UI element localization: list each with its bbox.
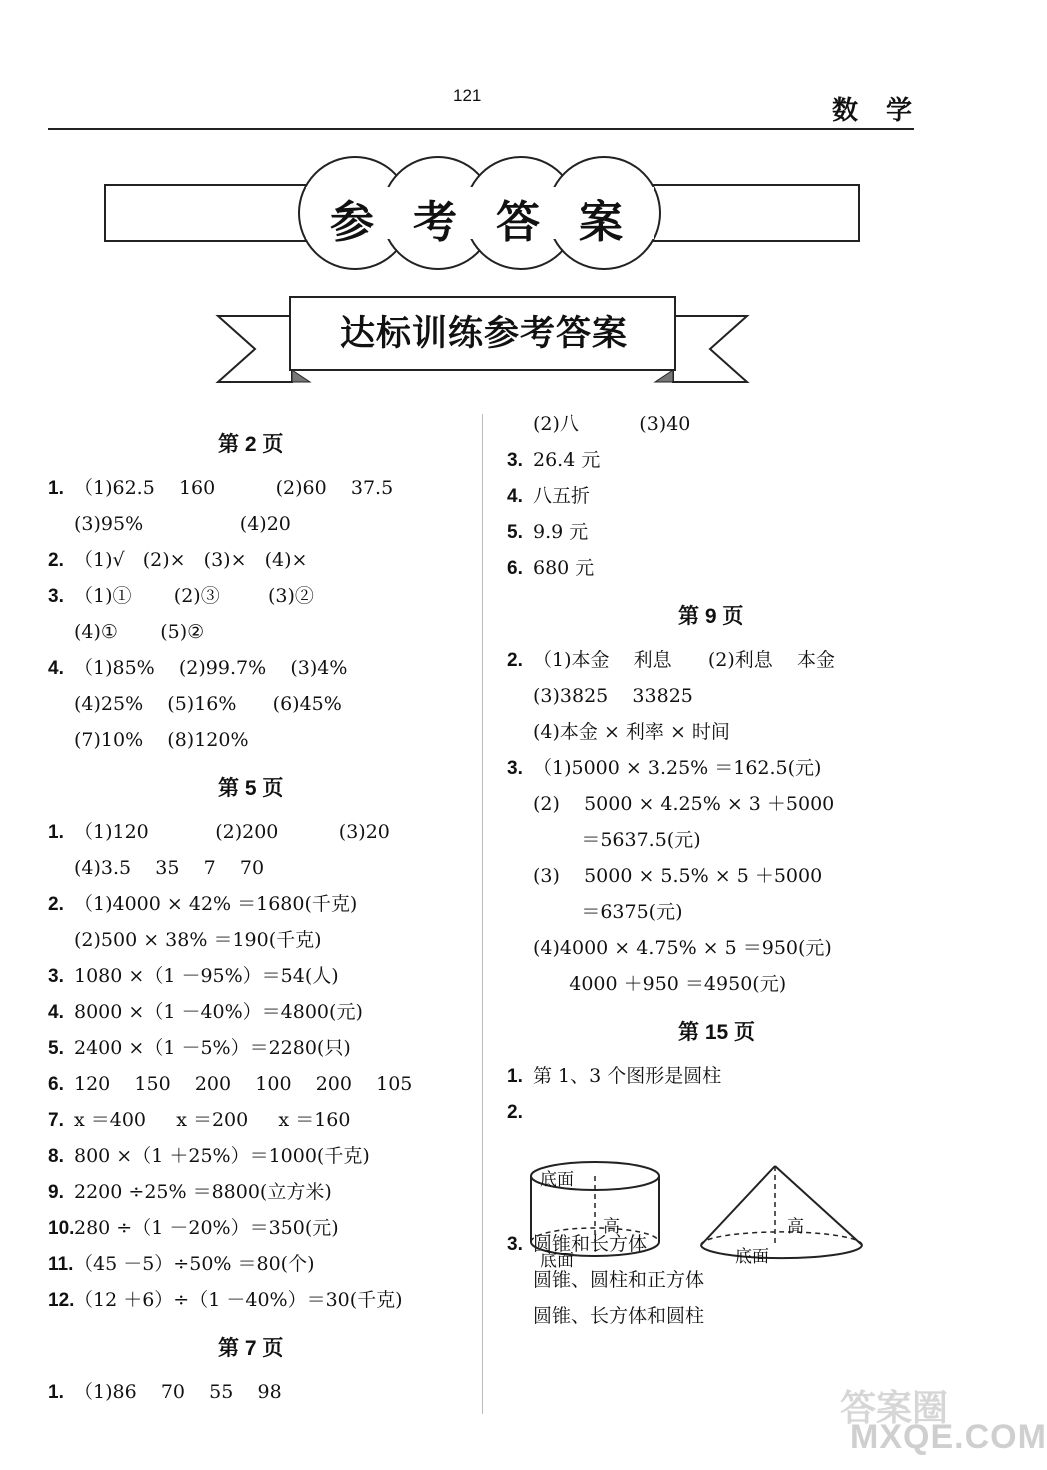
question-number: 7. bbox=[48, 1110, 64, 1131]
right-answer-line bbox=[507, 720, 730, 744]
question-number: 6. bbox=[48, 1074, 64, 1095]
left-answer-line bbox=[48, 1252, 315, 1277]
left-answer-line bbox=[48, 728, 249, 752]
banner-char-3: 答 bbox=[496, 197, 540, 248]
banner-char-4: 案 bbox=[579, 197, 623, 248]
question-number: 1. bbox=[48, 478, 64, 499]
answer-text: （1)① (2)③ (3)② bbox=[74, 585, 314, 607]
left-answer-line bbox=[48, 1144, 370, 1169]
answer-text: 8000 ×（1 －40%）＝4800(元) bbox=[74, 1001, 363, 1023]
question-number: 12. bbox=[48, 1290, 75, 1311]
right-answer-line bbox=[507, 864, 822, 888]
answer-text: 圆锥、圆柱和正方体 bbox=[533, 1269, 705, 1291]
answer-text: x ＝400 x ＝200 x ＝160 bbox=[74, 1109, 351, 1131]
answer-text: ＝5637.5(元) bbox=[533, 829, 701, 851]
question-number: 3. bbox=[507, 758, 523, 779]
left-answer-line bbox=[48, 1108, 350, 1133]
right-page-heading: 第 15 页 bbox=[678, 1021, 756, 1044]
watermark-logo: 答案圈 bbox=[840, 1387, 949, 1429]
answer-text: （12 ＋6）÷（1 －40%）＝30(千克) bbox=[74, 1289, 403, 1311]
cylinder-bottom-label: 底面 bbox=[540, 1251, 574, 1270]
cylinder-height-label: 高 bbox=[603, 1217, 620, 1236]
answer-text: 第 1、3 个图形是圆柱 bbox=[533, 1065, 722, 1087]
left-answer-line bbox=[48, 1216, 339, 1241]
right-answer-line bbox=[507, 484, 590, 509]
answer-text: (2)500 × 38% ＝190(千克) bbox=[74, 929, 322, 951]
right-answer-line bbox=[507, 1064, 721, 1089]
left-page-heading: 第 2 页 bbox=[218, 433, 284, 456]
answer-text: （1)120 (2)200 (3)20 bbox=[74, 821, 390, 843]
left-answer-line bbox=[48, 1180, 332, 1205]
question-number: 5. bbox=[507, 522, 523, 543]
left-answer-line bbox=[48, 820, 390, 845]
answer-text: (4)25% (5)16% (6)45% bbox=[74, 693, 342, 715]
question-number: 8. bbox=[48, 1146, 64, 1167]
answer-text: (3)95% (4)20 bbox=[74, 513, 291, 535]
answer-text: （1)62.5 160 (2)60 37.5 bbox=[74, 477, 394, 499]
right-answer-line bbox=[507, 520, 588, 545]
question-number: 3. bbox=[48, 966, 64, 987]
left-answer-line bbox=[48, 620, 204, 644]
banner-char-1: 参 bbox=[330, 197, 374, 248]
answer-text: （1)86 70 55 98 bbox=[74, 1381, 282, 1403]
right-page-heading: 第 9 页 bbox=[678, 605, 744, 628]
question-number: 2. bbox=[507, 1102, 523, 1123]
section-title: 达标训练参考答案 bbox=[339, 313, 628, 354]
header-rule bbox=[48, 128, 914, 130]
banner-char-2: 考 bbox=[413, 197, 457, 248]
right-answer-line bbox=[507, 972, 786, 996]
right-answer-line bbox=[507, 684, 693, 708]
right-answer-line bbox=[507, 900, 683, 924]
watermark-text: MXQE.COM bbox=[850, 1418, 1047, 1456]
cone-height-label: 高 bbox=[787, 1217, 804, 1236]
right-answer-line bbox=[507, 756, 821, 781]
left-answer-line bbox=[48, 856, 264, 880]
left-answer-line bbox=[48, 656, 347, 681]
left-page-heading: 第 5 页 bbox=[218, 777, 284, 800]
answer-text: 26.4 元 bbox=[533, 449, 601, 471]
question-number: 10. bbox=[48, 1218, 75, 1239]
answer-text: ＝6375(元) bbox=[533, 901, 683, 923]
right-answer-line bbox=[507, 1304, 704, 1328]
right-answer-line bbox=[507, 412, 690, 436]
answer-text: (2)八 (3)40 bbox=[533, 413, 691, 435]
right-answer-line bbox=[507, 936, 832, 960]
answer-text: (3) 5000 × 5.5% × 5 ＋5000 bbox=[533, 865, 823, 887]
question-number: 3. bbox=[507, 1234, 523, 1255]
left-answer-line bbox=[48, 512, 291, 536]
left-answer-line bbox=[48, 548, 307, 573]
answer-text: 120 150 200 100 200 105 bbox=[74, 1073, 413, 1095]
answer-text: 680 元 bbox=[533, 557, 595, 579]
right-answer-line bbox=[507, 828, 701, 852]
question-number: 6. bbox=[507, 558, 523, 579]
cone-figure bbox=[701, 1166, 862, 1258]
left-answer-line bbox=[48, 1000, 363, 1025]
question-number: 3. bbox=[507, 450, 523, 471]
question-number: 4. bbox=[48, 1002, 64, 1023]
answer-text: 圆锥和长方体 bbox=[533, 1233, 648, 1255]
answer-text: (4)① (5)② bbox=[74, 621, 205, 643]
left-answer-line bbox=[48, 692, 342, 716]
column-divider bbox=[482, 414, 483, 1414]
answer-text: 圆锥、长方体和圆柱 bbox=[533, 1305, 705, 1327]
subject-label: 数学 bbox=[832, 96, 941, 126]
answer-text: （1)4000 × 42% ＝1680(千克) bbox=[74, 893, 358, 915]
answer-text: (3)3825 33825 bbox=[533, 685, 693, 707]
answer-text: （1)√ (2)× (3)× (4)× bbox=[74, 549, 308, 571]
question-number: 5. bbox=[48, 1038, 64, 1059]
question-number: 2. bbox=[48, 550, 64, 571]
answer-text: (2) 5000 × 4.25% × 3 ＋5000 bbox=[533, 793, 835, 815]
answer-text: (4)3.5 35 7 70 bbox=[74, 857, 265, 879]
question-number: 1. bbox=[507, 1066, 523, 1087]
answer-text: 280 ÷（1 －20%）＝350(元) bbox=[74, 1217, 339, 1239]
left-answer-line bbox=[48, 892, 357, 917]
answer-text: 1080 ×（1 －95%）＝54(人) bbox=[74, 965, 339, 987]
answer-text: 2400 ×（1 －5%）＝2280(只) bbox=[74, 1037, 351, 1059]
answer-text: （1)5000 × 3.25% ＝162.5(元) bbox=[533, 757, 822, 779]
answer-banner-frame bbox=[100, 155, 865, 275]
answer-text: (4)本金 × 利率 × 时间 bbox=[533, 721, 730, 743]
answer-text: 4000 ＋950 ＝4950(元) bbox=[533, 973, 787, 995]
question-number: 9. bbox=[48, 1182, 64, 1203]
left-answer-line bbox=[48, 964, 339, 989]
geometry-figures bbox=[525, 1158, 875, 1278]
right-answer-line bbox=[507, 448, 600, 473]
left-answer-line bbox=[48, 476, 393, 501]
question-number: 2. bbox=[48, 894, 64, 915]
answer-text: （45 －5）÷50% ＝80(个) bbox=[74, 1253, 315, 1275]
answer-text: （1)85% (2)99.7% (3)4% bbox=[74, 657, 348, 679]
question-number: 1. bbox=[48, 822, 64, 843]
right-answer-line bbox=[507, 1100, 533, 1125]
right-answer-line bbox=[507, 556, 594, 581]
left-answer-line bbox=[48, 1288, 403, 1313]
question-number: 4. bbox=[48, 658, 64, 679]
left-answer-line bbox=[48, 1036, 351, 1061]
cylinder-top-label: 底面 bbox=[540, 1170, 574, 1189]
answer-text: 八五折 bbox=[533, 485, 591, 507]
left-answer-line bbox=[48, 1380, 282, 1405]
question-number: 11. bbox=[48, 1254, 74, 1275]
answer-text: 2200 ÷25% ＝8800(立方米) bbox=[74, 1181, 332, 1203]
left-answer-line bbox=[48, 1072, 412, 1097]
left-answer-line bbox=[48, 928, 322, 952]
question-number: 1. bbox=[48, 1382, 64, 1403]
right-answer-line bbox=[507, 792, 834, 816]
answer-text: (4)4000 × 4.75% × 5 ＝950(元) bbox=[533, 937, 832, 959]
left-page-heading: 第 7 页 bbox=[218, 1337, 284, 1360]
cone-base-label: 底面 bbox=[735, 1247, 769, 1266]
left-answer-line bbox=[48, 584, 314, 609]
answer-text: 800 ×（1 ＋25%）＝1000(千克) bbox=[74, 1145, 370, 1167]
answer-text: 9.9 元 bbox=[533, 521, 589, 543]
question-number: 3. bbox=[48, 586, 64, 607]
question-number: 4. bbox=[507, 486, 523, 507]
answer-text: （1)本金 利息 (2)利息 本金 bbox=[533, 649, 835, 671]
answer-text: (7)10% (8)120% bbox=[74, 729, 249, 751]
page-number: 121 bbox=[453, 86, 482, 105]
right-answer-line bbox=[507, 648, 835, 673]
question-number: 2. bbox=[507, 650, 523, 671]
